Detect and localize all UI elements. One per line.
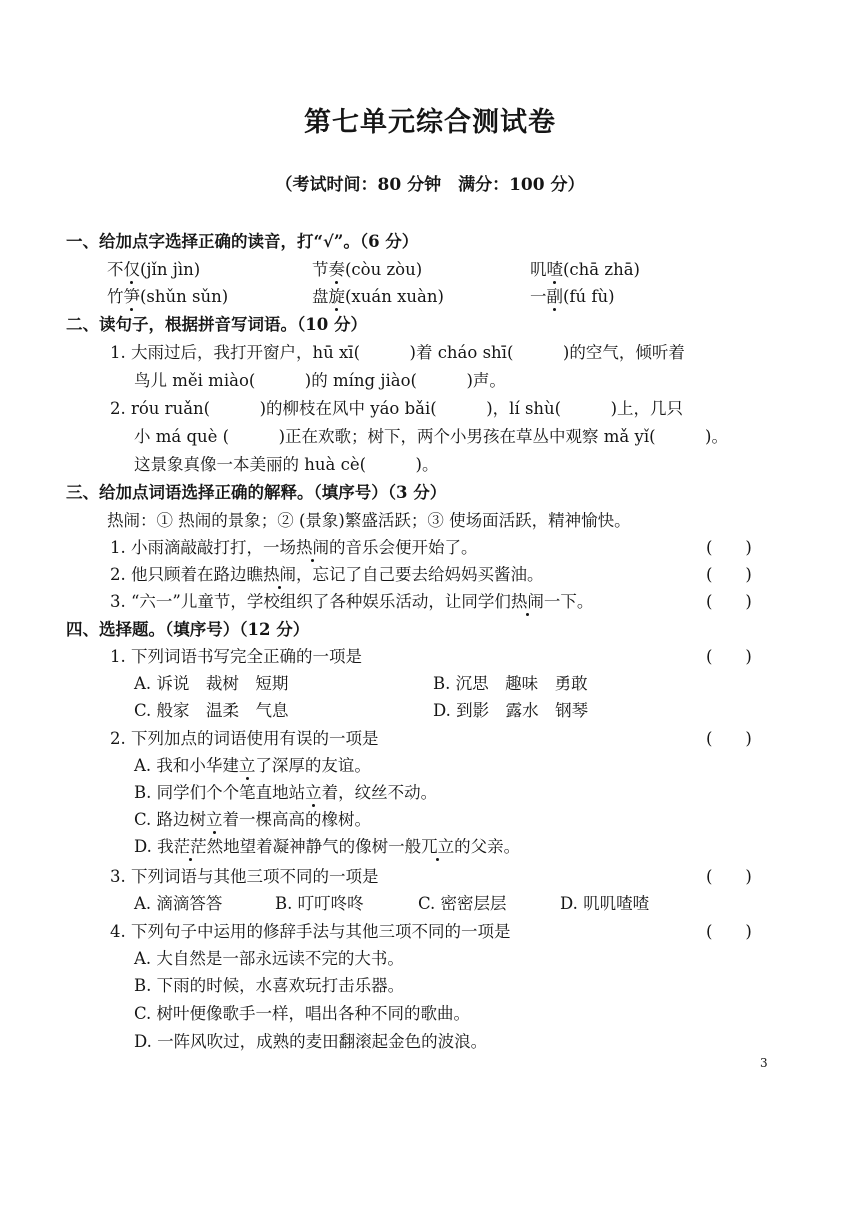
question-stem: 3. 下列词语与其他三项不同的一项是 bbox=[110, 867, 379, 886]
dotted-char: 立 bbox=[305, 779, 322, 803]
pinyin-options: (còu zòu) bbox=[345, 260, 423, 279]
question-stem: 1. 下列词语书写完全正确的一项是 bbox=[110, 647, 362, 666]
page-number: 3 bbox=[760, 1056, 768, 1070]
dotted-char: 仅 bbox=[124, 256, 141, 280]
answer-blank[interactable]: ( ) bbox=[706, 565, 752, 584]
pinyin-item bbox=[530, 283, 615, 307]
dotted-word: 热闹 bbox=[296, 534, 329, 558]
question-line bbox=[110, 534, 478, 558]
pinyin-options: (fú fù) bbox=[563, 287, 615, 306]
option-text: C. 路边树 bbox=[134, 810, 207, 829]
option-c bbox=[134, 806, 371, 830]
word-prefix: 节 bbox=[312, 260, 329, 279]
question-line: 2. róu ruǎn( )的柳枝在风中 yáo bǎi( )，lí shù( )上，几只 bbox=[110, 399, 684, 418]
option-c: C. 般家 温柔 气息 bbox=[134, 701, 289, 720]
option-d: D. 叽叽喳喳 bbox=[560, 894, 650, 913]
answer-blank[interactable]: ( ) bbox=[706, 729, 752, 748]
pinyin-options: (xuán xuàn) bbox=[345, 287, 444, 306]
question-line bbox=[110, 588, 593, 612]
dotted-char: 立 bbox=[239, 752, 256, 776]
question-line: 1. 大雨过后，我打开窗户，hū xī( )着 cháo shī( )的空气，倾听着 bbox=[110, 343, 685, 362]
section-1-heading: 一、给加点字选择正确的读音，打“√”。（6 分） bbox=[66, 232, 419, 251]
question-text: 1. 小雨滴敲敲打打，一场 bbox=[110, 538, 296, 557]
answer-blank[interactable]: ( ) bbox=[706, 538, 752, 557]
answer-blank[interactable]: ( ) bbox=[706, 922, 752, 941]
exam-info: （考试时间：80 分钟 满分：100 分） bbox=[275, 175, 585, 195]
pinyin-item bbox=[530, 256, 640, 280]
word-prefix: 盘 bbox=[312, 287, 329, 306]
option-text: B. 同学们个个笔直地站 bbox=[134, 783, 306, 802]
word-prefix: 一 bbox=[530, 287, 547, 306]
option-c: C. 密密层层 bbox=[418, 894, 507, 913]
dotted-word: 茫茫 bbox=[174, 833, 207, 857]
pinyin-item bbox=[107, 283, 228, 307]
word-prefix: 竹 bbox=[107, 287, 124, 306]
answer-blank[interactable]: ( ) bbox=[706, 647, 752, 666]
option-d: D. 到影 露水 钢琴 bbox=[433, 701, 589, 720]
pinyin-item bbox=[312, 256, 422, 280]
dotted-char: 笋 bbox=[124, 283, 141, 307]
option-c: C. 树叶便像歌手一样，唱出各种不同的歌曲。 bbox=[134, 1004, 471, 1023]
pinyin-item bbox=[107, 256, 200, 280]
section-3-heading: 三、给加点词语选择正确的解释。（填序号）（3 分） bbox=[66, 483, 447, 502]
dotted-char: 奏 bbox=[329, 256, 346, 280]
page-title: 第七单元综合测试卷 bbox=[304, 107, 556, 138]
question-line: 这景象真像一本美丽的 huà cè( )。 bbox=[134, 455, 439, 474]
pinyin-options: (chā zhā) bbox=[563, 260, 640, 279]
section-2-heading: 二、读句子，根据拼音写词语。（10 分） bbox=[66, 315, 367, 334]
question-line: 鸟儿 měi miào( )的 míng jiào( )声。 bbox=[134, 371, 506, 390]
option-text: 着，纹丝不动。 bbox=[321, 783, 438, 802]
question-text: 的音乐会便开始了。 bbox=[329, 538, 478, 557]
option-text: 了深厚的友谊。 bbox=[255, 756, 371, 775]
option-text: 的父亲。 bbox=[454, 837, 521, 856]
dotted-char: 副 bbox=[547, 283, 564, 307]
option-b bbox=[134, 779, 437, 803]
question-text: 2. 他只顾着在路边瞧 bbox=[110, 565, 263, 584]
option-text: 然地望着凝神静气的像树一般 bbox=[206, 837, 422, 856]
word-prefix: 叽 bbox=[530, 260, 547, 279]
question-text: 3. “六一”儿童节，学校组织了各种娱乐活动，让同学们 bbox=[110, 592, 511, 611]
option-text: A. 我和小华建 bbox=[134, 756, 239, 775]
option-a: A. 滴滴答答 bbox=[134, 894, 223, 913]
option-a bbox=[134, 752, 371, 776]
question-stem: 4. 下列句子中运用的修辞手法与其他三项不同的一项是 bbox=[110, 922, 511, 941]
section-4-heading: 四、选择题。（填序号）（12 分） bbox=[66, 620, 310, 639]
option-text: 着一棵高高的橡树。 bbox=[222, 810, 372, 829]
dotted-word: 热闹 bbox=[263, 561, 296, 585]
definition-line: 热闹：① 热闹的景象；② (景象)繁盛活跃；③ 使场面活跃，精神愉快。 bbox=[107, 511, 631, 530]
question-text: ，忘记了自己要去给妈妈买酱油。 bbox=[296, 565, 544, 584]
option-d bbox=[134, 833, 520, 857]
dotted-char: 旋 bbox=[329, 283, 346, 307]
option-d: D. 一阵风吹过，成熟的麦田翻滚起金色的波浪。 bbox=[134, 1032, 488, 1051]
option-a: A. 诉说 裁树 短期 bbox=[134, 674, 289, 693]
option-b: B. 沉思 趣味 勇敢 bbox=[433, 674, 588, 693]
answer-blank[interactable]: ( ) bbox=[706, 592, 752, 611]
answer-blank[interactable]: ( ) bbox=[706, 867, 752, 886]
option-a: A. 大自然是一部永远读不完的大书。 bbox=[134, 949, 404, 968]
option-b: B. 叮叮咚咚 bbox=[275, 894, 364, 913]
pinyin-options: (jǐn jìn) bbox=[140, 260, 201, 279]
pinyin-options: (shǔn sǔn) bbox=[140, 287, 229, 306]
question-stem: 2. 下列加点的词语使用有误的一项是 bbox=[110, 729, 379, 748]
question-line: 小 má què ( )正在欢歌；树下，两个小男孩在草丛中观察 mǎ yǐ( )。 bbox=[134, 427, 728, 446]
dotted-char: 立 bbox=[206, 806, 223, 830]
pinyin-item bbox=[312, 283, 444, 307]
question-line bbox=[110, 561, 544, 585]
option-b: B. 下雨的时候，水喜欢玩打击乐器。 bbox=[134, 976, 405, 995]
dotted-word: 兀立 bbox=[421, 833, 454, 857]
word-prefix: 不 bbox=[107, 260, 124, 279]
question-text: 一下。 bbox=[543, 592, 594, 611]
dotted-char: 喳 bbox=[547, 256, 564, 280]
option-text: D. 我 bbox=[134, 837, 174, 856]
dotted-word: 热闹 bbox=[511, 588, 544, 612]
